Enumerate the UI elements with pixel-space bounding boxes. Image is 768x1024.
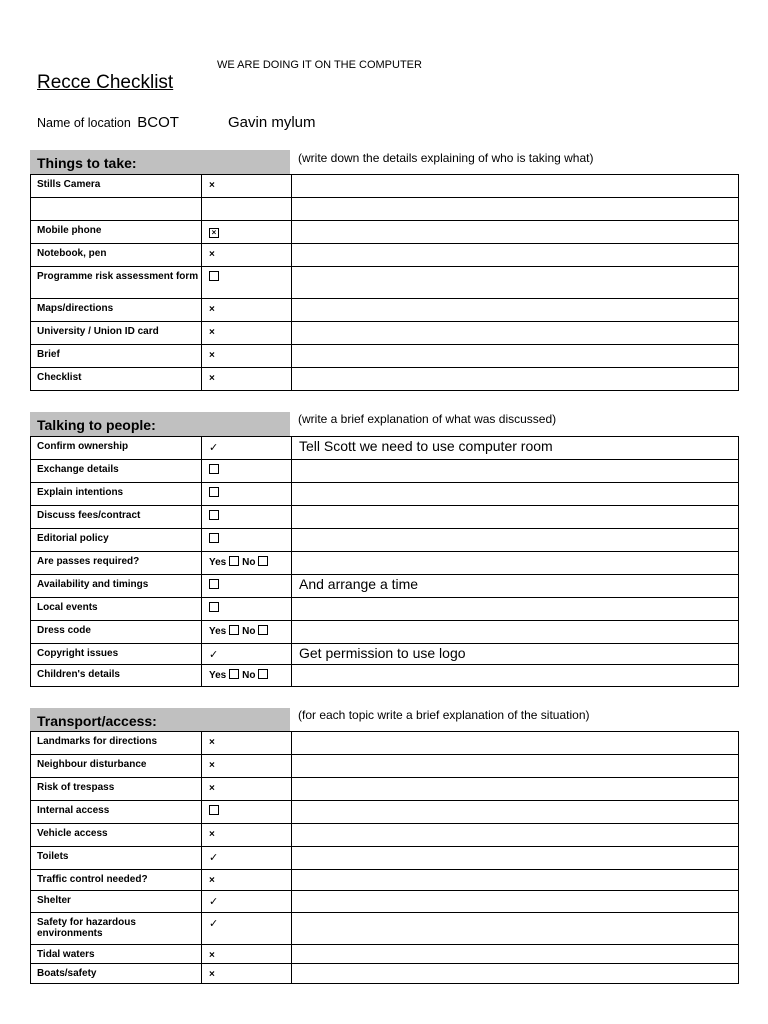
- item-cell: Safety for hazardous environments: [31, 913, 202, 945]
- empty-checkbox-icon[interactable]: [209, 579, 219, 589]
- table-row: [31, 221, 739, 244]
- location-value: BCOT: [137, 114, 179, 131]
- table-row: [31, 299, 739, 322]
- details-cell[interactable]: [292, 732, 739, 755]
- details-cell[interactable]: [292, 621, 739, 644]
- table-row: [31, 267, 739, 299]
- mark-cell[interactable]: [202, 437, 292, 460]
- x-mark-icon: ×: [209, 829, 215, 840]
- item-cell: Shelter: [31, 891, 202, 913]
- details-cell[interactable]: [292, 891, 739, 913]
- x-mark-icon: ×: [209, 249, 215, 260]
- details-cell[interactable]: [292, 755, 739, 778]
- computer-note: WE ARE DOING IT ON THE COMPUTER: [217, 59, 422, 71]
- table-row: [31, 644, 739, 665]
- details-cell[interactable]: [292, 506, 739, 529]
- mark-cell[interactable]: [202, 945, 292, 964]
- check-mark-icon: ✓: [209, 442, 219, 454]
- table-row: [31, 575, 739, 598]
- item-cell: Local events: [31, 598, 202, 621]
- details-cell[interactable]: [292, 198, 739, 221]
- item-cell: Confirm ownership: [31, 437, 202, 460]
- x-mark-icon: ×: [209, 350, 215, 361]
- details-cell[interactable]: [292, 870, 739, 891]
- table-row: [31, 755, 739, 778]
- mark-cell[interactable]: [202, 621, 292, 644]
- mark-cell[interactable]: [202, 891, 292, 913]
- item-cell: Checklist: [31, 368, 202, 391]
- mark-cell[interactable]: [202, 198, 292, 221]
- yes-label: Yes: [209, 626, 227, 637]
- details-cell[interactable]: [292, 483, 739, 506]
- no-checkbox-icon[interactable]: [258, 556, 268, 566]
- mark-cell[interactable]: [202, 506, 292, 529]
- details-cell[interactable]: [292, 824, 739, 847]
- details-cell[interactable]: [292, 529, 739, 552]
- empty-checkbox-icon[interactable]: [209, 464, 219, 474]
- empty-checkbox-icon[interactable]: [209, 602, 219, 612]
- details-cell[interactable]: [292, 345, 739, 368]
- table-row: [31, 506, 739, 529]
- checked-checkbox-icon[interactable]: ×: [209, 228, 219, 238]
- x-mark-icon: ×: [209, 969, 215, 980]
- details-cell[interactable]: Get permission to use logo: [292, 644, 739, 665]
- mark-cell[interactable]: [202, 221, 292, 244]
- section-instruction-things-to-take: (write down the details explaining of who is taking what): [298, 151, 594, 165]
- item-cell: Brief: [31, 345, 202, 368]
- details-cell[interactable]: [292, 299, 739, 322]
- no-label: No: [242, 670, 256, 681]
- item-cell: Availability and timings: [31, 575, 202, 598]
- item-cell: Stills Camera: [31, 175, 202, 198]
- section-heading-things-to-take: Things to take:: [30, 150, 290, 174]
- table-row: [31, 322, 739, 345]
- mark-cell[interactable]: [202, 913, 292, 945]
- details-cell[interactable]: [292, 945, 739, 964]
- location-person: Gavin mylum: [228, 114, 316, 131]
- yes-label: Yes: [209, 670, 227, 681]
- item-cell: Notebook, pen: [31, 244, 202, 267]
- table-row: [31, 891, 739, 913]
- table-row: [31, 801, 739, 824]
- details-cell[interactable]: [292, 552, 739, 575]
- x-mark-icon: ×: [209, 875, 215, 886]
- mark-cell[interactable]: [202, 244, 292, 267]
- mark-cell[interactable]: [202, 964, 292, 984]
- details-cell[interactable]: [292, 847, 739, 870]
- table-row: [31, 945, 739, 964]
- mark-cell[interactable]: [202, 345, 292, 368]
- mark-cell[interactable]: [202, 644, 292, 665]
- item-cell: Are passes required?: [31, 552, 202, 575]
- table-row: [31, 529, 739, 552]
- mark-cell[interactable]: [202, 552, 292, 575]
- item-cell: Exchange details: [31, 460, 202, 483]
- item-cell: Explain intentions: [31, 483, 202, 506]
- mark-cell[interactable]: [202, 598, 292, 621]
- location-line: [37, 114, 179, 132]
- mark-cell[interactable]: [202, 368, 292, 391]
- mark-cell[interactable]: [202, 824, 292, 847]
- table-row: [31, 964, 739, 984]
- x-mark-icon: ×: [209, 304, 215, 315]
- yes-checkbox-icon[interactable]: [229, 556, 239, 566]
- check-mark-icon: ✓: [209, 896, 219, 908]
- table-row: [31, 175, 739, 198]
- mark-cell[interactable]: [202, 778, 292, 801]
- yes-checkbox-icon[interactable]: [229, 669, 239, 679]
- item-cell: Neighbour disturbance: [31, 755, 202, 778]
- item-cell: Programme risk assessment form: [31, 267, 202, 299]
- no-label: No: [242, 557, 256, 568]
- table-row: [31, 665, 739, 687]
- table-row: [31, 778, 739, 801]
- table-row: [31, 460, 739, 483]
- details-cell[interactable]: [292, 267, 739, 299]
- details-cell[interactable]: [292, 665, 739, 687]
- check-mark-icon: ✓: [209, 918, 219, 930]
- details-cell[interactable]: [292, 244, 739, 267]
- check-mark-icon: ✓: [209, 852, 219, 864]
- details-cell[interactable]: [292, 175, 739, 198]
- x-mark-icon: ×: [209, 760, 215, 771]
- x-mark-icon: ×: [209, 327, 215, 338]
- yes-checkbox-icon[interactable]: [229, 625, 239, 635]
- mark-cell[interactable]: [202, 267, 292, 299]
- empty-checkbox-icon[interactable]: [209, 510, 219, 520]
- mark-cell[interactable]: [202, 870, 292, 891]
- mark-cell[interactable]: [202, 299, 292, 322]
- details-cell[interactable]: And arrange a time: [292, 575, 739, 598]
- table-row: [31, 368, 739, 391]
- item-cell: [31, 198, 202, 221]
- mark-cell[interactable]: [202, 755, 292, 778]
- item-cell: Mobile phone: [31, 221, 202, 244]
- item-cell: Risk of trespass: [31, 778, 202, 801]
- item-cell: Editorial policy: [31, 529, 202, 552]
- item-cell: Tidal waters: [31, 945, 202, 964]
- yes-label: Yes: [209, 557, 227, 568]
- things-to-take-table: [30, 174, 739, 391]
- item-cell: Dress code: [31, 621, 202, 644]
- check-mark-icon: ✓: [209, 649, 219, 661]
- mark-cell[interactable]: [202, 732, 292, 755]
- table-row: [31, 870, 739, 891]
- x-mark-icon: ×: [209, 950, 215, 961]
- section-heading-transport-access: Transport/access:: [30, 708, 290, 732]
- table-row: [31, 244, 739, 267]
- item-cell: Boats/safety: [31, 964, 202, 984]
- details-cell[interactable]: [292, 913, 739, 945]
- x-mark-icon: ×: [209, 737, 215, 748]
- item-cell: Internal access: [31, 801, 202, 824]
- empty-checkbox-icon[interactable]: [209, 271, 219, 281]
- empty-checkbox-icon[interactable]: [209, 533, 219, 543]
- page-title: Recce Checklist: [37, 72, 174, 93]
- section-instruction-transport-access: (for each topic write a brief explanation of the situation): [298, 708, 590, 722]
- item-cell: Traffic control needed?: [31, 870, 202, 891]
- empty-checkbox-icon[interactable]: [209, 805, 219, 815]
- details-cell[interactable]: [292, 322, 739, 345]
- table-row: [31, 198, 739, 221]
- item-cell: Landmarks for directions: [31, 732, 202, 755]
- table-row: [31, 824, 739, 847]
- mark-cell[interactable]: [202, 665, 292, 687]
- item-cell: Copyright issues: [31, 644, 202, 665]
- no-checkbox-icon[interactable]: [258, 625, 268, 635]
- x-mark-icon: ×: [209, 373, 215, 384]
- item-cell: Toilets: [31, 847, 202, 870]
- item-cell: Vehicle access: [31, 824, 202, 847]
- details-cell[interactable]: [292, 598, 739, 621]
- no-checkbox-icon[interactable]: [258, 669, 268, 679]
- talking-to-people-table: [30, 436, 739, 687]
- item-cell: University / Union ID card: [31, 322, 202, 345]
- x-mark-icon: ×: [209, 783, 215, 794]
- details-cell[interactable]: Tell Scott we need to use computer room: [292, 437, 739, 460]
- mark-cell[interactable]: [202, 575, 292, 598]
- table-row: [31, 437, 739, 460]
- table-row: [31, 552, 739, 575]
- mark-cell[interactable]: [202, 322, 292, 345]
- empty-checkbox-icon[interactable]: [209, 487, 219, 497]
- item-cell: Children's details: [31, 665, 202, 687]
- mark-cell[interactable]: [202, 847, 292, 870]
- table-row: [31, 345, 739, 368]
- item-cell: Discuss fees/contract: [31, 506, 202, 529]
- table-row: [31, 913, 739, 945]
- section-heading-talking-to-people: Talking to people:: [30, 412, 290, 436]
- table-row: [31, 483, 739, 506]
- item-cell: Maps/directions: [31, 299, 202, 322]
- details-cell[interactable]: [292, 460, 739, 483]
- details-cell[interactable]: [292, 801, 739, 824]
- details-cell[interactable]: [292, 368, 739, 391]
- no-label: No: [242, 626, 256, 637]
- section-instruction-talking-to-people: (write a brief explanation of what was discussed): [298, 412, 557, 426]
- mark-cell[interactable]: [202, 483, 292, 506]
- x-mark-icon: ×: [209, 180, 215, 191]
- table-row: [31, 598, 739, 621]
- table-row: [31, 621, 739, 644]
- mark-cell[interactable]: [202, 175, 292, 198]
- details-cell[interactable]: [292, 778, 739, 801]
- transport-access-table: [30, 731, 739, 984]
- mark-cell[interactable]: [202, 460, 292, 483]
- table-row: [31, 847, 739, 870]
- table-row: [31, 732, 739, 755]
- details-cell[interactable]: [292, 221, 739, 244]
- mark-cell[interactable]: [202, 529, 292, 552]
- details-cell[interactable]: [292, 964, 739, 984]
- mark-cell[interactable]: [202, 801, 292, 824]
- location-label: Name of location: [37, 116, 131, 130]
